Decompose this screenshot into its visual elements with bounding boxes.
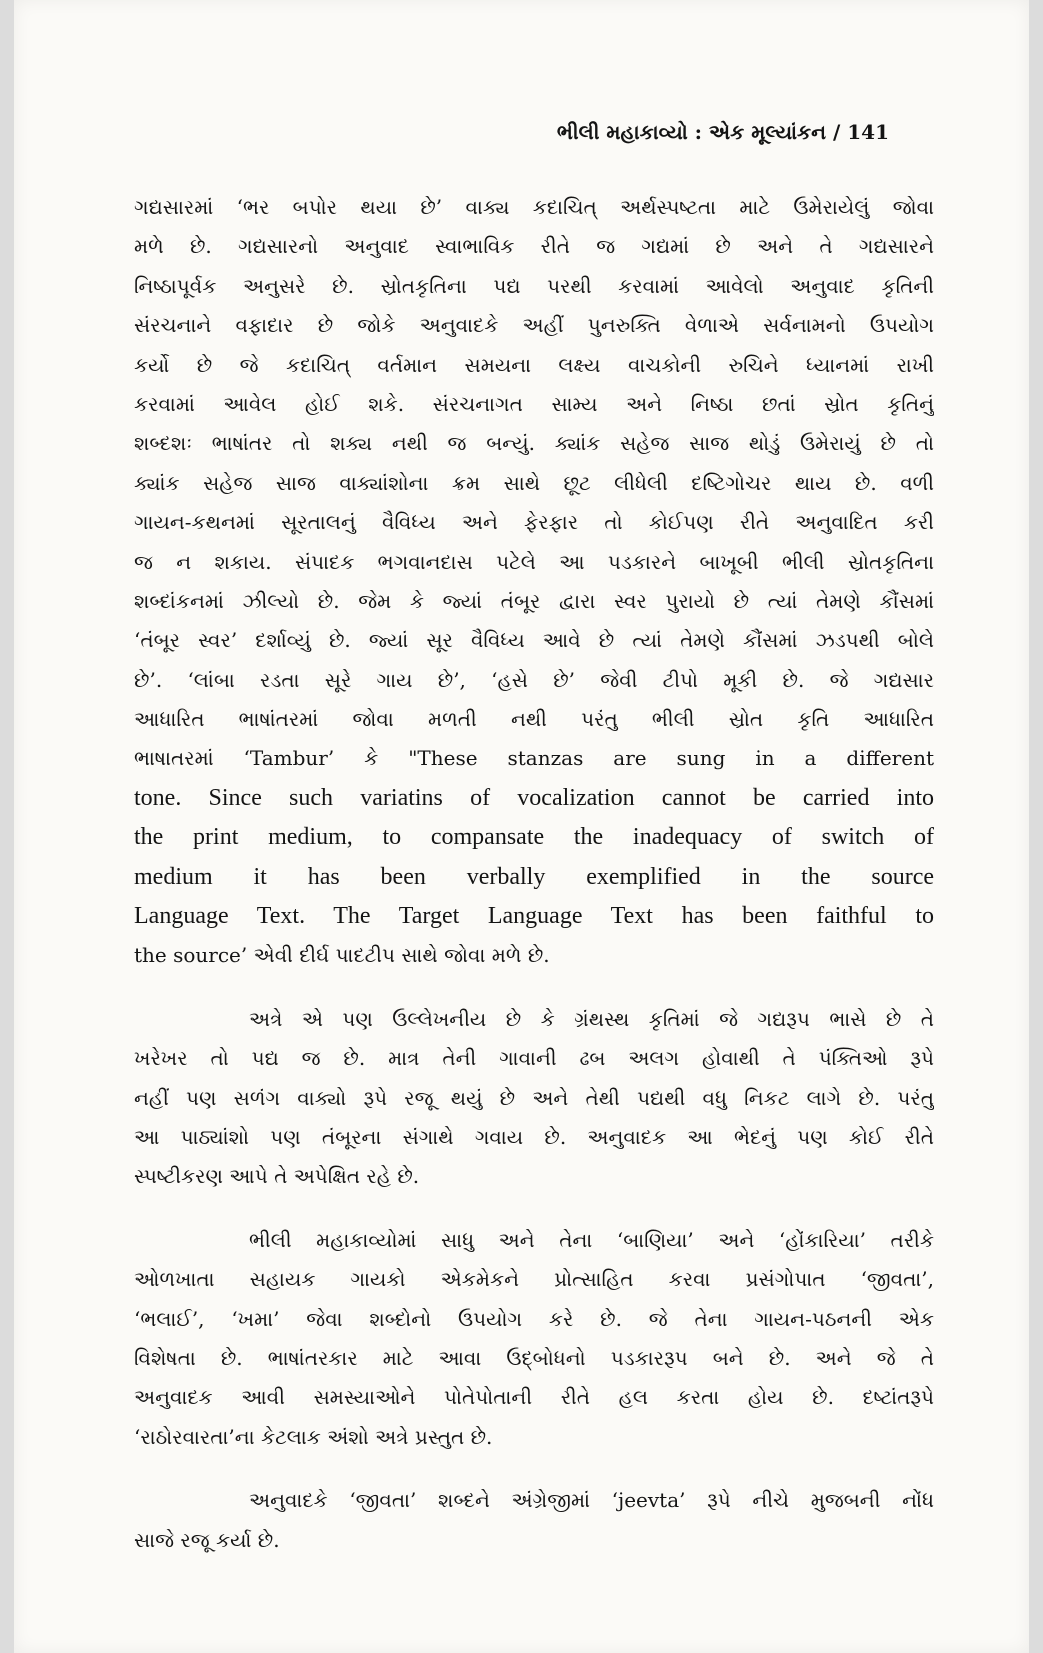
text-line: અનુવાદકે ‘જીવતા’ શબ્દને અંગ્રેજીમાં ‘jeevta’ રૂપે નીચે મુજબની નોંધ [249, 1488, 934, 1513]
paragraph-4 [134, 1481, 934, 1560]
text-line: કરવામાં આવેલ હોઈ શકે. સંરચનાગત સામ્ય અને નિષ્ઠા છતાં સ્રોત કૃતિનું [134, 391, 934, 416]
text-line: ‘ભલાઈ’, ‘ખમા’ જેવા શબ્દોનો ઉપયોગ કરે છે. જે તેના ગાયન-પઠનની એક [134, 1306, 934, 1331]
text-line: નિષ્ઠાપૂર્વક અનુસરે છે. સ્રોતકૃતિના પદ્ય પરથી કરવામાં આવેલો અનુવાદ કૃતિની [134, 273, 934, 298]
text-line: અત્રે એ પણ ઉલ્લેખનીય છે કે ગ્રંથસ્થ કૃતિમાં જે ગદ્યરૂપ ભાસે છે તે [249, 1006, 934, 1031]
text-line-english: tone. Since such variatins of vocalization cannot be carried into [134, 784, 934, 811]
text-line: છે’. ‘લાંબા રડતા સૂરે ગાય છે’, ‘હસે છે’ જેવી ટીપો મૂકી છે. જે ગદ્યસાર [134, 667, 934, 692]
text-line: અનુવાદક આવી સમસ્યાઓને પોતેપોતાની રીતે હલ કરતા હોય છે. દષ્ટાંતરૂપે [134, 1385, 934, 1410]
text-line: મળે છે. ગદ્યસારનો અનુવાદ સ્વાભાવિક રીતે જ ગદ્યમાં છે અને તે ગદ્યસારને [134, 234, 934, 259]
text-line: શબ્દશઃ ભાષાંતર તો શક્ય નથી જ બન્યું. ક્યાંક સહેજ સાજ થોડું ઉમેરાયું છે તો [134, 431, 934, 456]
paragraph-2 [134, 1000, 934, 1197]
text-line: નહીં પણ સળંગ વાક્યો રૂપે રજૂ થયું છે અને તેથી પદ્યથી વધુ નિકટ લાગે છે. પરંતુ [134, 1085, 934, 1110]
text-line: વિશેષતા છે. ભાષાંતરકાર માટે આવા ઉદ્‌બોધનો પડકારરૂપ બને છે. અને જે તે [134, 1345, 934, 1370]
text-line: the source’ એવી દીર્ઘ પાદટીપ સાથે જોવા મળે છે. [134, 943, 550, 968]
text-line: ‘રાઠોરવારતા’ના કેટલાક અંશો અત્રે પ્રસ્તુત છે. [134, 1424, 493, 1449]
text-line: સંરચનાને વફાદાર છે જોકે અનુવાદકે અહીં પુનરુક્તિ વેળાએ સર્વનામનો ઉપયોગ [134, 313, 934, 338]
text-line: ભાષાતરમાં ‘Tambur’ કે "These stanzas are sung in a different [134, 746, 934, 771]
text-line: ગદ્યસારમાં ‘ભર બપોર થયા છે’ વાક્ય કદાચિત્ અર્થસ્પષ્ટતા માટે ઉમેરાયેલું જોવા [134, 195, 934, 219]
text-line: ક્યાંક સહેજ સાજ વાક્યાંશોના ક્રમ સાથે છૂટ લીધેલી દષ્ટિગોચર થાય છે. વળી [134, 470, 934, 495]
text-line-english: Language Text. The Target Language Text has been faithful to [134, 903, 934, 930]
text-line-english: medium it has been verbally exemplified in the source [134, 863, 934, 890]
text-line: સ્પષ્ટીકરણ આપે તે અપેક્ષિત રહે છે. [134, 1164, 420, 1189]
running-header: ભીલી મહાકાવ્યો : એક મૂલ્યાંકન / 141 [556, 120, 889, 144]
page-body [134, 188, 934, 1584]
text-line: ગાયન-કથનમાં સૂરતાલનું વૈવિધ્ય અને ફેરફાર તો કોઈપણ રીતે અનુવાદિત કરી [134, 510, 934, 535]
text-line: શબ્દાંકનમાં ઝીલ્યો છે. જેમ કે જ્યાં તંબૂર દ્વારા સ્વર પુરાયો છે ત્યાં તેમણે કૌંસમાં [134, 588, 934, 613]
text-line: ખરેખર તો પદ્ય જ છે. માત્ર તેની ગાવાની ઢબ અલગ હોવાથી તે પંક્તિઓ રૂપે [134, 1046, 934, 1071]
text-line-english: the print medium, to compansate the inadequacy of switch of [134, 824, 934, 851]
text-line: આધારિત ભાષાંતરમાં જોવા મળતી નથી પરંતુ ભીલી સ્રોત કૃતિ આધારિત [134, 707, 934, 732]
text-line: ઓળખાતા સહાયક ગાયકો એકમેકને પ્રોત્સાહિત કરવા પ્રસંગોપાત ‘જીવતા’, [134, 1267, 934, 1292]
text-line: ભીલી મહાકાવ્યોમાં સાધુ અને તેના ‘બાણિયા’ અને ‘હોંકારિયા’ તરીકે [249, 1227, 934, 1252]
text-line: સાજે રજૂ કર્યા છે. [134, 1527, 280, 1552]
text-line: કર્યો છે જે કદાચિત્ વર્તમાન સમયના લક્ષ્ય વાચકોની રુચિને ધ્યાનમાં રાખી [134, 352, 934, 377]
text-line: ‘તંબૂર સ્વર’ દર્શાવ્યું છે. જ્યાં સૂર વૈવિધ્ય આવે છે ત્યાં તેમણે કૌંસમાં ઝડપથી બોલે [134, 628, 934, 653]
text-line: આ પાઠ્યાંશો પણ તંબૂરના સંગાથે ગવાય છે. અનુવાદક આ ભેદનું પણ કોઈ રીતે [134, 1124, 934, 1149]
text-line: જ ન શકાય. સંપાદક ભગવાનદાસ પટેલે આ પડકારને બાખૂબી ભીલી સ્રોતકૃતિના [134, 549, 934, 574]
paragraph-3 [134, 1221, 934, 1457]
paragraph-1 [134, 188, 934, 976]
book-page [14, 0, 1029, 1653]
